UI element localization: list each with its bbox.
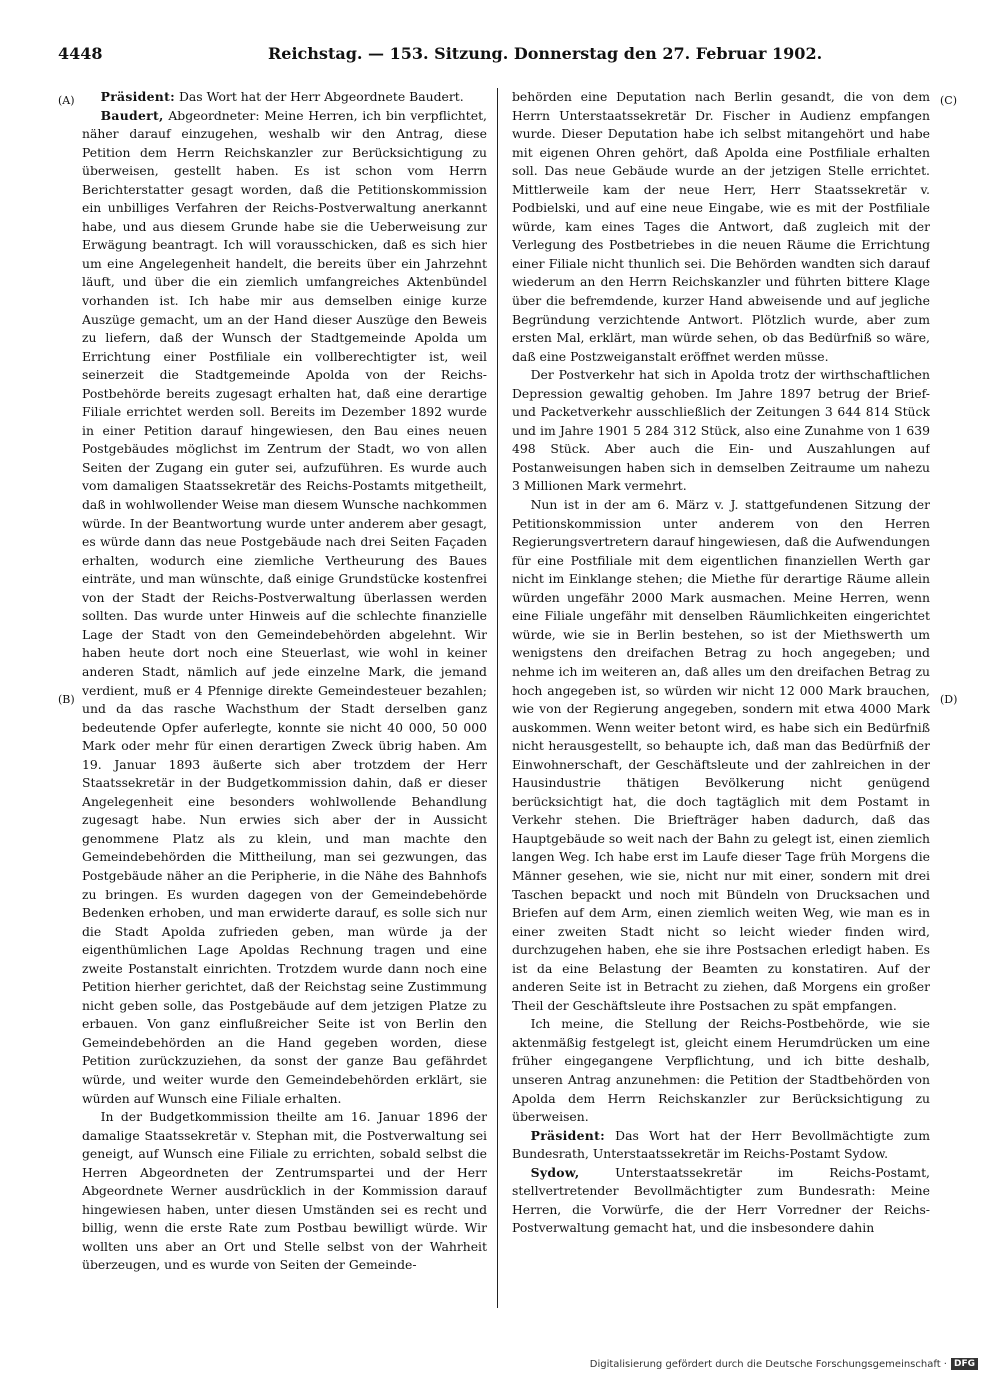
margin-marker-c: (C) [940, 94, 957, 107]
paragraph [512, 88, 930, 366]
margin-marker-b: (B) [58, 693, 75, 706]
speaker-name: Sydow, [530, 1164, 580, 1180]
right-column [512, 88, 930, 1310]
speaker-name: Baudert, [100, 107, 164, 123]
page-number: 4448 [58, 44, 103, 63]
paragraph-text: Unterstaatssekretär im Reichs-Postamt, stellvertretender Bevollmächtigter zum Bundesrath: Meine Herren, die Vorwürfe, die der Herr Vorredner der Reichs-Postverwaltung gemacht hat, und die insbesondere dahin [512, 1164, 930, 1236]
paragraph [82, 88, 487, 107]
column-divider [497, 88, 498, 1308]
paragraph [82, 107, 487, 1109]
speaker-name: Präsident: [100, 89, 176, 104]
paragraph [512, 1164, 930, 1238]
speaker-name: Präsident: [530, 1127, 606, 1143]
left-column [82, 88, 487, 1310]
page-header [58, 44, 948, 68]
paragraph [512, 1127, 930, 1164]
page-header-title: Reichstag. — 153. Sitzung. Donnerstag den 27. Februar 1902. [268, 44, 823, 63]
paragraph-text: In der Budgetkommission theilte am 16. Januar 1896 der damalige Staatssekretär v. Stephan mit, die Postverwaltung sei geneigt, auf Wunsch eine Filiale zu errichten, sobald selbst die Herren Abgeordneten der Zentrumspartei und der Herr Abgeordnete Werner ausdrücklich in der Kommission darauf hingewiesen haben, unter diesen Umständen sei es recht und billig, wenn die erste Rate zum Postbau bewilligt würde. Wir wollten uns aber an Ort und Stelle selbst von der Wahrheit überzeugen, und es wurde von Seiten der Gemeinde- [82, 1109, 487, 1273]
digitization-footer [590, 1357, 978, 1371]
paragraph-text: Abgeordneter: Meine Herren, ich bin verpflichtet, näher darauf einzugehen, weshalb wir den Antrag, diese Petition dem Herrn Reichskanzler zur Berücksichtigung zu überweisen, gestellt haben. Es ist schon vom Herrn Berichterstatter gesagt worden, daß die Petitionskommission ein unbilliges Verfahren der Reichs-Postverwaltung anerkannt habe, und aus diesem Grunde habe sie die Ueberweisung zur Erwägung beantragt. Ich will vorausschicken, daß es sich hier um eine Angelegenheit handelt, die bereits über ein Jahrzehnt läuft, und über die ein ziemlich umfangreiches Aktenbündel vorhanden ist. Ich habe mir aus demselben einige kurze Auszüge gemacht, um an der Hand dieser Auszüge den Beweis zu liefern, daß der Wunsch der Stadtgemeinde Apolda um Errichtung einer Postfiliale ein vollberechtigter ist, weil seinerzeit die Stadtgemeinde Apolda von der Reichs-Postbehörde bereits zugesagt erhalten hat, daß eine derartige Filiale errichtet werden soll. Bereits im Dezember 1892 wurde in einer Petition darauf hingewiesen, den Bau eines neuen Postgebäudes möglichst im Zentrum der Stadt, wo von allen Seiten der Zugang ein guter sei, aufzuführen. Es wurde auch vom damaligen Staatssekretär des Reichs-Postamts mitgetheilt, daß in wohlwollender Weise man diesem Wunsche nachkommen würde. In der Beantwortung wurde unter anderem aber gesagt, es würde dann das neue Postgebäude nach drei Seiten Façaden erhalten, wodurch eine ziemliche Vertheurung des Baues einträte, und man wünschte, daß einige Grundstücke kostenfrei von der Stadt der Reichs-Postverwaltung überlassen werden sollten. Das wurde unter Hinweis auf die schlechte finanzielle Lage der Stadt von den Gemeindebehörden abgelehnt. Wir haben heute dort noch eine Steuerlast, wie wohl in keiner anderen Stadt, nämlich auf jede einzelne Mark, die jemand verdient, muß er 4 Pfennige direkte Gemeindesteuer bezahlen; und da das rasche Wachsthum der Stadt derselben ganz bedeutende Opfer auferlegte, konnte sie nicht 40 000, 50 000 Mark oder mehr für einen derartigen Zweck übrig haben. Am 19. Januar 1893 äußerte sich aber trotzdem der Herr Staatssekretär in der Budgetkommission dahin, daß er dieser Angelegenheit eine besonders wohlwollende Behandlung zugesagt habe. Nun erwies sich aber der in Aussicht genommene Platz als zu klein, und man machte den Gemeindebehörden die Mittheilung, man sei gezwungen, das Postgebäude näher an die Peripherie, in die Nähe des Bahnhofs zu bringen. Es wurden dagegen von der Gemeindebehörde Bedenken erhoben, und man erwiderte darauf, es solle sich nur die Stadt Apolda zufrieden geben, man würde ja der eigenthümlichen Lage Apoldas Rechnung tragen und eine zweite Postanstalt einrichten. Trotzdem wurde dann noch eine Petition hierher gerichtet, daß der Reichstag seine Zustimmung nicht geben solle, das Postgebäude auf dem jetzigen Platze zu erbauen. Von ganz einflußreicher Seite ist von Berlin den Gemeindebehörden an die Hand gegeben worden, diese Petition zurückzuziehen, da sonst der ganze Bau gefährdet würde, und weiter wurde den Gemeindebehörden erklärt, sie würden auf Wunsch eine Filiale erhalten. [82, 107, 487, 1106]
paragraph [82, 1108, 487, 1275]
footer-text: Digitalisierung gefördert durch die Deutsche Forschungsgemeinschaft · [589, 1358, 947, 1370]
paragraph [512, 1015, 930, 1126]
margin-marker-d: (D) [940, 693, 958, 706]
paragraph-text: Ich meine, die Stellung der Reichs-Postbehörde, wie sie aktenmäßig festgelegt ist, gleicht einem Herumdrücken um eine früher eingegangene Verpflichtung, und ich bitte deshalb, unseren Antrag anzunehmen: die Petition der Stadtbehörden von Apolda dem Herrn Reichskanzler zur Berücksichtigung zu überweisen. [512, 1016, 930, 1125]
paragraph [512, 366, 930, 496]
margin-marker-a: (A) [58, 94, 75, 107]
paragraph-text: Das Wort hat der Herr Abgeordnete Baudert. [175, 89, 464, 104]
paragraph [512, 496, 930, 1015]
paragraph-text: Das Wort hat der Herr Bevollmächtigte zum Bundesrath, Unterstaatssekretär im Reichs-Postamt Sydow. [512, 1127, 930, 1162]
paragraph-text: Nun ist in der am 6. März v. J. stattgefundenen Sitzung der Petitionskommission unter anderem von den Herren Regierungsvertretern darauf hingewiesen, daß die Aufwendungen für eine Postfiliale mit dem eigentlichen finanziellen Werth gar nicht im Einklange stehen; die Miethe für derartige Räume allein würden ungefähr 2000 Mark ausmachen. Meine Herren, wenn eine Filiale ungefähr mit denselben Räumlichkeiten eingerichtet würde, wie sie in Berlin bestehen, so ist der Miethswerth um wenigstens den dreifachen Betrag zu hoch angegeben; und nehme ich im weiteren an, daß alles um den dreifachen Betrag zu hoch angegeben ist, so würden wir nicht 12 000 Mark brauchen, wie von der Regierung angegeben, sondern mit etwa 4000 Mark auskommen. Wenn weiter betont wird, es habe sich ein Bedürfniß nicht herausgestellt, so behaupte ich, daß man das Bedürfniß der Einwohnerschaft, der Geschäftsleute und der zahlreichen in der Hausindustrie thätigen Bevölkerung nicht genügend berücksichtigt hat, die doch tagtäglich mit dem Postamt in Verkehr stehen. Die Briefträger haben dadurch, daß das Hauptgebäude so weit nach der Bahn zu gelegt ist, einen ziemlich langen Weg. Ich habe erst im Laufe dieser Tage früh Morgens die Männer gesehen, wie sie, nicht nur mit einer, sondern mit drei Taschen bepackt und noch mit Bündeln von Drucksachen und Briefen auf dem Arm, einen ziemlich weiten Weg, wie man es in einer zweiten Stadt nicht so leicht wieder finden wird, durchzugehen haben, ehe sie ihre Postsachen erledigt haben. Es ist da eine Belastung der Beamten zu konstatiren. Auf der anderen Seite ist in Betracht zu ziehen, daß Morgens ein großer Theil der Geschäftsleute ihre Postsachen zu spät empfangen. [512, 497, 930, 1013]
paragraph-text: Der Postverkehr hat sich in Apolda trotz der wirthschaftlichen Depression gewaltig gehoben. Im Jahre 1897 betrug der Brief- und Packetverkehr ausschließlich der Zeitungen 3 644 814 Stück und im Jahre 1901 5 284 312 Stück, also eine Zunahme von 1 639 498 Stück. Aber auch die Ein- und Auszahlungen auf Postanweisungen haben sich in demselben Zeitraume um nahezu 3 Millionen Mark vermehrt. [512, 367, 930, 494]
paragraph-text: behörden eine Deputation nach Berlin gesandt, die von dem Herrn Unterstaatssekretär Dr. Fischer in Audienz empfangen wurde. Dieser Deputation habe ich selbst mitangehört und habe mit eigenen Ohren gehört, daß Apolda eine Postfiliale erhalten soll. Das neue Gebäude wurde an der jetzigen Stelle errichtet. Mittlerweile kam der neue Herr, Herr Staatssekretär v. Podbielski, und auf eine neue Eingabe, wie es mit der Postfiliale würde, kam eines Tages die Antwort, daß zugleich mit der Verlegung des Postbetriebes in die neuen Räume die Errichtung einer Filiale nicht thunlich sei. Die Behörden wandten sich darauf wiederum an den Herrn Reichskanzler und führten bittere Klage über die befremdende, kurzer Hand abweisende und auf jegliche Begründung verzichtende Antwort. Plötzlich wurde, aber zum ersten Mal, erklärt, man würde sehen, ob das Bedürfniß so wäre, daß eine Postzweiganstalt eröffnet werden müsse. [512, 89, 930, 364]
dfg-logo: DFG [951, 1358, 978, 1370]
